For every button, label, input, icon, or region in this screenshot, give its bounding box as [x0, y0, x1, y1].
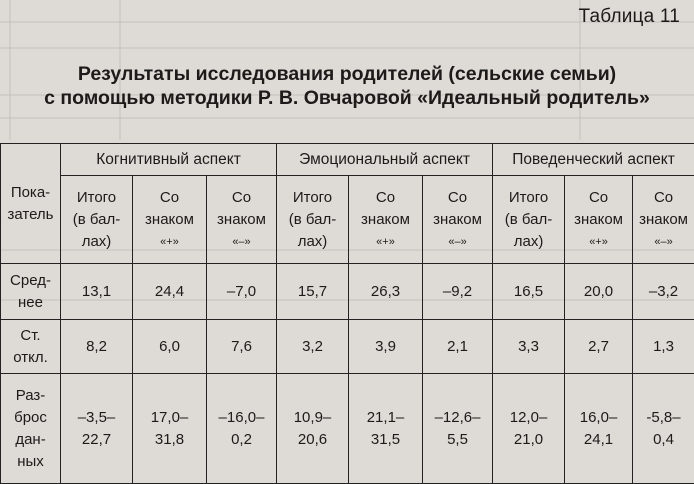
cell-value: –7,0 [209, 281, 274, 303]
table-cell [349, 374, 423, 484]
subheader-line: знаком [425, 209, 490, 231]
table-cell [207, 320, 277, 374]
subheader-total [277, 176, 349, 264]
cell-value: 26,3 [351, 281, 420, 303]
row-label [1, 264, 61, 320]
subheader-line: Со [425, 187, 490, 209]
row-label [1, 374, 61, 484]
cell-value: 13,1 [63, 281, 130, 303]
cell-value: 3,3 [495, 336, 562, 358]
subheader-line: Со [567, 187, 630, 209]
table-title-line-2: с помощью методики Р. В. Овчаровой «Идеальный родитель» [0, 86, 694, 110]
subheader-minus [633, 176, 694, 264]
table-cell [565, 374, 633, 484]
cell-value: –9,2 [425, 281, 490, 303]
cell-value: 20,0 [567, 281, 630, 303]
header-row-subcolumns [1, 176, 694, 264]
table-cell [61, 264, 133, 320]
row-label-line: брос [3, 407, 58, 429]
subheader-line: Со [635, 187, 692, 209]
cell-value: 8,2 [63, 336, 130, 358]
cell-value: 21,1– [351, 407, 420, 429]
row-mean [1, 264, 694, 320]
row-label-line: нее [3, 292, 58, 314]
table-cell [423, 320, 493, 374]
subheader-line: знаком [135, 209, 204, 231]
row-std-dev [1, 320, 694, 374]
table-cell [565, 264, 633, 320]
table-cell [349, 320, 423, 374]
header-behavioral-aspect: Поведенческий аспект [493, 144, 694, 176]
row-label-line: откл. [3, 347, 58, 369]
cell-value: 31,5 [351, 429, 420, 451]
header-indicator [1, 144, 61, 264]
subheader-plus [565, 176, 633, 264]
subheader-line: Со [351, 187, 420, 209]
cell-value: 2,1 [425, 336, 490, 358]
subheader-line: (в бал- [63, 209, 130, 231]
row-range [1, 374, 694, 484]
table-cell [133, 374, 207, 484]
cell-value: 3,2 [279, 336, 346, 358]
row-label-line: дан- [3, 429, 58, 451]
cell-value: 20,6 [279, 429, 346, 451]
table-cell [61, 320, 133, 374]
subheader-line: Итого [495, 187, 562, 209]
subheader-line: Итого [279, 187, 346, 209]
subheader-line: «–» [209, 231, 274, 253]
table-cell [349, 264, 423, 320]
table-cell [565, 320, 633, 374]
subheader-line: знаком [635, 209, 692, 231]
cell-value: 16,0– [567, 407, 630, 429]
subheader-line: (в бал- [495, 209, 562, 231]
subheader-minus [207, 176, 277, 264]
cell-value: 2,7 [567, 336, 630, 358]
cell-value: 21,0 [495, 429, 562, 451]
table-cell [207, 374, 277, 484]
table-cell [633, 320, 694, 374]
cell-value: 10,9– [279, 407, 346, 429]
subheader-total [61, 176, 133, 264]
cell-value: -5,8– [635, 407, 692, 429]
cell-value: 12,0– [495, 407, 562, 429]
cell-value: 24,4 [135, 281, 204, 303]
row-label-line: Ст. [3, 325, 58, 347]
cell-value: 7,6 [209, 336, 274, 358]
subheader-line: «–» [425, 231, 490, 253]
cell-value: 1,3 [635, 336, 692, 358]
results-table [0, 143, 694, 484]
table-cell [423, 374, 493, 484]
cell-value: 6,0 [135, 336, 204, 358]
table-cell [493, 374, 565, 484]
subheader-plus [133, 176, 207, 264]
header-indicator-line: Пока- [3, 182, 58, 204]
row-label [1, 320, 61, 374]
header-row-aspects [1, 144, 694, 176]
table-cell [277, 374, 349, 484]
subheader-line: Со [209, 187, 274, 209]
subheader-line: Со [135, 187, 204, 209]
subheader-minus [423, 176, 493, 264]
header-cognitive-aspect: Когнитивный аспект [61, 144, 277, 176]
table-cell [61, 374, 133, 484]
cell-value: 0,2 [209, 429, 274, 451]
row-label-line: Сред- [3, 270, 58, 292]
header-emotional-aspect: Эмоциональный аспект [277, 144, 493, 176]
header-indicator-line: затель [3, 204, 58, 226]
table-cell [207, 264, 277, 320]
subheader-line: лах) [63, 231, 130, 253]
cell-value: 0,4 [635, 429, 692, 451]
table-cell [493, 320, 565, 374]
subheader-line: (в бал- [279, 209, 346, 231]
cell-value: 24,1 [567, 429, 630, 451]
table-cell [493, 264, 565, 320]
table-title-line-1: Результаты исследования родителей (сельские семьи) [0, 62, 694, 86]
subheader-line: знаком [209, 209, 274, 231]
table-number: Таблица 11 [579, 6, 681, 28]
subheader-line: лах) [279, 231, 346, 253]
cell-value: 17,0– [135, 407, 204, 429]
row-label-line: Раз- [3, 385, 58, 407]
table-cell [133, 264, 207, 320]
cell-value: –3,2 [635, 281, 692, 303]
cell-value: 22,7 [63, 429, 130, 451]
table-cell [133, 320, 207, 374]
cell-value: 3,9 [351, 336, 420, 358]
subheader-total [493, 176, 565, 264]
cell-value: 15,7 [279, 281, 346, 303]
cell-value: –16,0– [209, 407, 274, 429]
subheader-line: «–» [635, 231, 692, 253]
row-label-line: ных [3, 451, 58, 473]
table-cell [423, 264, 493, 320]
table-title [0, 62, 694, 110]
cell-value: 5,5 [425, 429, 490, 451]
table-cell [633, 374, 694, 484]
subheader-line: Итого [63, 187, 130, 209]
table-cell [277, 264, 349, 320]
table-cell [277, 320, 349, 374]
subheader-line: лах) [495, 231, 562, 253]
cell-value: 31,8 [135, 429, 204, 451]
subheader-line: «+» [135, 231, 204, 253]
table-cell [633, 264, 694, 320]
subheader-plus [349, 176, 423, 264]
subheader-line: «+» [351, 231, 420, 253]
subheader-line: знаком [351, 209, 420, 231]
cell-value: 16,5 [495, 281, 562, 303]
cell-value: –12,6– [425, 407, 490, 429]
subheader-line: знаком [567, 209, 630, 231]
cell-value: –3,5– [63, 407, 130, 429]
subheader-line: «+» [567, 231, 630, 253]
